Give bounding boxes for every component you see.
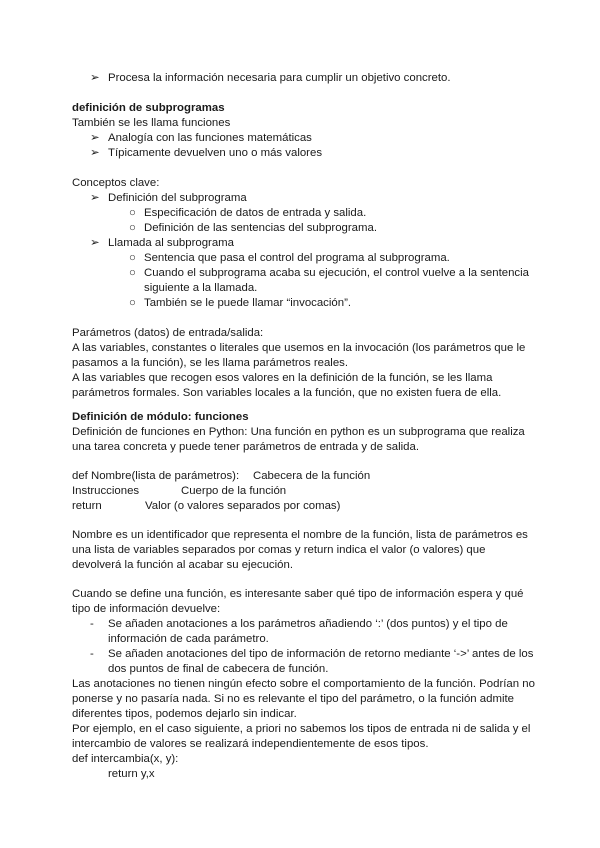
- top-bullet-text: Procesa la información necesaria para cumplir un objetivo concreto.: [108, 72, 451, 84]
- syntax-code: def Nombre(lista de parámetros):: [72, 470, 240, 482]
- syntax-desc: Valor (o valores separados por comas): [145, 500, 341, 512]
- code-line: def intercambia(x, y):: [72, 753, 179, 765]
- circle-bullet-icon: ○: [129, 252, 136, 264]
- code-line: return y,x: [108, 768, 155, 780]
- dash-bullet-icon: -: [90, 648, 94, 660]
- anot-line: tipo de información devuelve:: [72, 603, 221, 615]
- concept-item: Definición del subprograma: [108, 192, 247, 204]
- modulo-line: Definición de funciones en Python: Una función en python es un subprograma que realiza: [72, 426, 525, 438]
- anot-dash-item: Se añaden anotaciones del tipo de información de retorno mediante ‘->’ antes de los: [108, 648, 534, 660]
- arrow-bullet-icon: ➢: [90, 237, 100, 249]
- syntax-desc: Cabecera de la función: [253, 470, 371, 482]
- subprogram-heading: definición de subprogramas: [72, 102, 225, 114]
- concept-subitem: Definición de las sentencias del subprograma.: [144, 222, 378, 234]
- arrow-bullet-icon: ➢: [90, 72, 100, 84]
- subprogram-bullet: Analogía con las funciones matemáticas: [108, 132, 312, 144]
- syntax-desc: Cuerpo de la función: [181, 485, 287, 497]
- modulo-line: una tarea concreta y puede tener parámetros de entrada y de salida.: [72, 441, 420, 453]
- arrow-bullet-icon: ➢: [90, 147, 100, 159]
- nombre-line: Nombre es un identificador que representa el nombre de la función, lista de parámetros es: [72, 529, 528, 541]
- subprogram-bullet: Típicamente devuelven uno o más valores: [108, 147, 323, 159]
- circle-bullet-icon: ○: [129, 207, 136, 219]
- anot-dash-item: Se añaden anotaciones a los parámetros añadiendo ‘:’ (dos puntos) y el tipo de: [108, 618, 508, 630]
- closing-line: diferentes tipos, podemos dejarlo sin indicar.: [72, 708, 297, 720]
- closing-line: intercambio de valores se realizará independientemente de esos tipos.: [72, 738, 429, 750]
- closing-line: Las anotaciones no tienen ningún efecto sobre el comportamiento de la función. Podrían no: [72, 678, 535, 690]
- params-line: A las variables, constantes o literales que usemos en la invocación (los parámetros que le: [72, 342, 526, 354]
- circle-bullet-icon: ○: [129, 222, 136, 234]
- syntax-code: Instrucciones: [72, 485, 140, 497]
- concept-subitem: Especificación de datos de entrada y salida.: [144, 207, 367, 219]
- arrow-bullet-icon: ➢: [90, 132, 100, 144]
- conceptos-title: Conceptos clave:: [72, 177, 160, 189]
- params-line: pasamos a la función), se les llama parámetros reales.: [72, 357, 349, 369]
- nombre-line: devolverá la función al acabar su ejecución.: [72, 559, 293, 571]
- concept-item: Llamada al subprograma: [108, 237, 235, 249]
- params-title: Parámetros (datos) de entrada/salida:: [72, 327, 264, 339]
- anot-dash-continuation: información de cada parámetro.: [108, 633, 269, 645]
- arrow-bullet-icon: ➢: [90, 192, 100, 204]
- anot-line: Cuando se define una función, es interesante saber qué tipo de información espera y qué: [72, 588, 524, 600]
- concept-subitem-continuation: siguiente a la llamada.: [144, 282, 258, 294]
- modulo-heading: Definición de módulo: funciones: [72, 411, 249, 423]
- circle-bullet-icon: ○: [129, 267, 136, 279]
- params-line: A las variables que recogen esos valores en la definición de la función, se les llama: [72, 372, 493, 384]
- concept-subitem: También se le puede llamar “invocación”.: [144, 297, 352, 309]
- anot-dash-continuation: dos puntos de final de cabecera de función.: [108, 663, 329, 675]
- closing-line: Por ejemplo, en el caso siguiente, a priori no sabemos los tipos de entrada ni de salida y el: [72, 723, 531, 735]
- closing-line: ponerse y no pasaría nada. Si no es relevante el tipo del parámetro, o la función admite: [72, 693, 514, 705]
- syntax-code: return: [72, 500, 102, 512]
- params-line: parámetros formales. Son variables locales a la función, que no existen fuera de ella.: [72, 387, 502, 399]
- nombre-line: una lista de variables separados por comas y return indica el valor (o valores) que: [72, 544, 486, 556]
- circle-bullet-icon: ○: [129, 297, 136, 309]
- concept-subitem: Cuando el subprograma acaba su ejecución, el control vuelve a la sentencia: [144, 267, 529, 279]
- concept-subitem: Sentencia que pasa el control del programa al subprograma.: [144, 252, 450, 264]
- dash-bullet-icon: -: [90, 618, 94, 630]
- subprogram-intro: También se les llama funciones: [72, 117, 231, 129]
